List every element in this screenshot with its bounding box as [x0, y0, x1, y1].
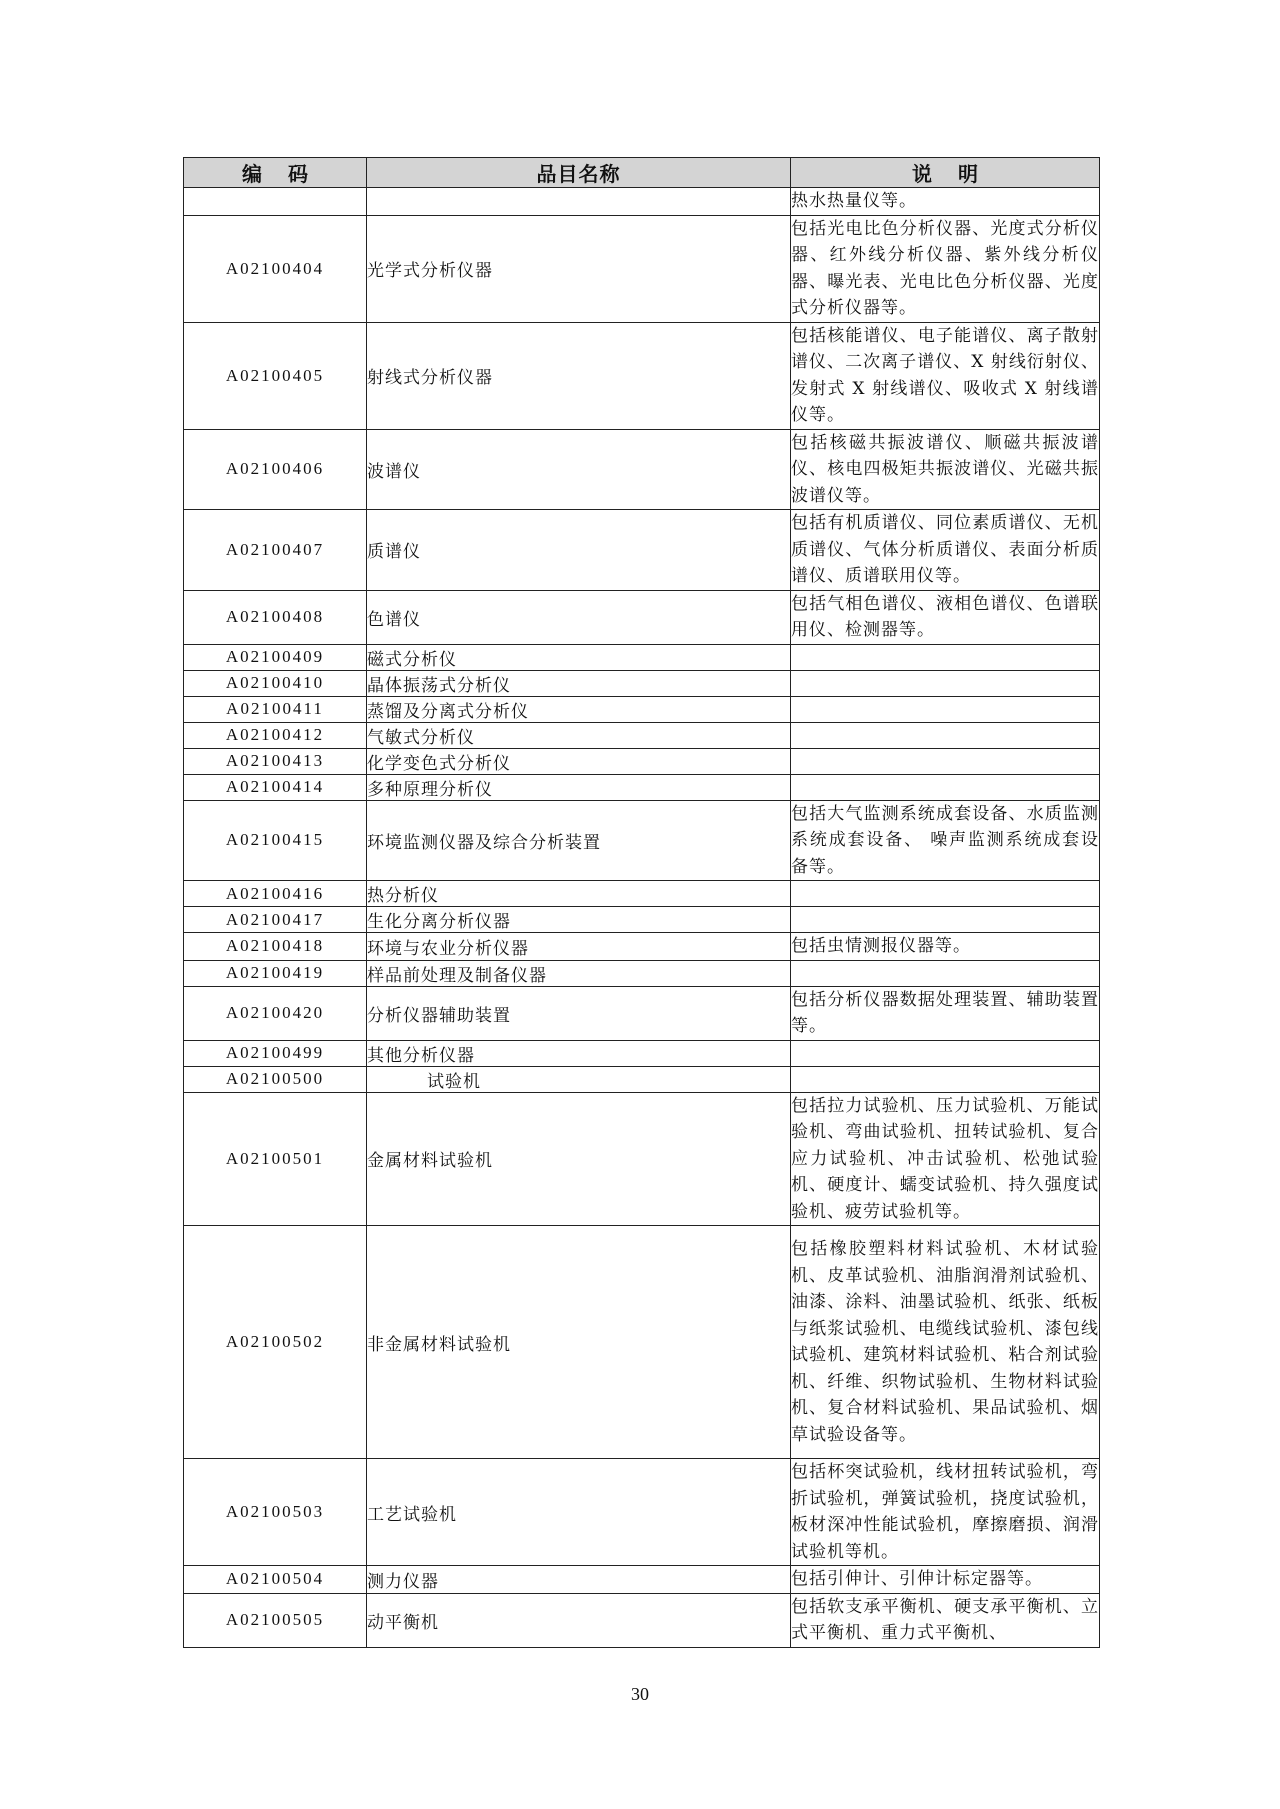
code-cell: A02100420 — [184, 986, 367, 1040]
name-cell: 蒸馏及分离式分析仪 — [367, 696, 791, 722]
code-cell: A02100501 — [184, 1092, 367, 1226]
desc-cell: 包括虫情测报仪器等。 — [791, 933, 1100, 961]
code-cell: A02100500 — [184, 1066, 367, 1092]
code-cell: A02100415 — [184, 800, 367, 881]
code-cell: A02100499 — [184, 1040, 367, 1066]
table-row — [184, 1226, 1100, 1459]
name-cell — [367, 188, 791, 216]
table-row — [184, 1459, 1100, 1566]
code-cell: A02100418 — [184, 933, 367, 961]
code-cell: A02100410 — [184, 670, 367, 696]
desc-cell: 包括核磁共振波谱仪、顺磁共振波谱仪、核电四极矩共振波谱仪、光磁共振波谱仪等。 — [791, 429, 1100, 510]
desc-cell: 包括拉力试验机、压力试验机、万能试验机、弯曲试验机、扭转试验机、复合应力试验机、冲击试验机、松弛试验机、硬度计、蠕变试验机、持久强度试验机、疲劳试验机等。 — [791, 1092, 1100, 1226]
table-row — [184, 644, 1100, 670]
table-row — [184, 748, 1100, 774]
desc-cell — [791, 696, 1100, 722]
name-cell: 测力仪器 — [367, 1566, 791, 1594]
code-cell: A02100417 — [184, 907, 367, 933]
desc-cell — [791, 960, 1100, 986]
table-row — [184, 986, 1100, 1040]
name-cell: 分析仪器辅助装置 — [367, 986, 791, 1040]
code-cell: A02100503 — [184, 1459, 367, 1566]
name-cell: 非金属材料试验机 — [367, 1226, 791, 1459]
desc-cell: 包括橡胶塑料材料试验机、木材试验机、皮革试验机、油脂润滑剂试验机、油漆、涂料、油墨试验机、纸张、纸板与纸浆试验机、电缆线试验机、漆包线试验机、建筑材料试验机、粘合剂试验机、纤维、织物试验机、生物材料试验机、复合材料试验机、果品试验机、烟草试验设备等。 — [791, 1226, 1100, 1459]
code-cell: A02100405 — [184, 322, 367, 429]
desc-cell — [791, 748, 1100, 774]
table-row — [184, 907, 1100, 933]
desc-cell: 包括杯突试验机，线材扭转试验机，弯折试验机，弹簧试验机，挠度试验机，板材深冲性能试验机，摩擦磨损、润滑试验机等机。 — [791, 1459, 1100, 1566]
desc-cell — [791, 722, 1100, 748]
code-cell: A02100505 — [184, 1593, 367, 1647]
desc-cell — [791, 1066, 1100, 1092]
table-row — [184, 960, 1100, 986]
desc-cell: 热水热量仪等。 — [791, 188, 1100, 216]
code-cell: A02100416 — [184, 881, 367, 907]
table-row — [184, 215, 1100, 322]
code-cell: A02100411 — [184, 696, 367, 722]
desc-cell — [791, 881, 1100, 907]
desc-cell: 包括引伸计、引伸计标定器等。 — [791, 1566, 1100, 1594]
name-cell: 热分析仪 — [367, 881, 791, 907]
table-row — [184, 322, 1100, 429]
code-cell: A02100412 — [184, 722, 367, 748]
table-row — [184, 510, 1100, 591]
name-cell: 工艺试验机 — [367, 1459, 791, 1566]
table-row — [184, 696, 1100, 722]
name-cell: 环境与农业分析仪器 — [367, 933, 791, 961]
table-header-row — [184, 158, 1100, 188]
header-name: 品目名称 — [367, 158, 791, 188]
table-row — [184, 590, 1100, 644]
name-cell: 金属材料试验机 — [367, 1092, 791, 1226]
name-cell: 试验机 — [367, 1066, 791, 1092]
table-row — [184, 774, 1100, 800]
table-row — [184, 1593, 1100, 1647]
desc-cell: 包括有机质谱仪、同位素质谱仪、无机质谱仪、气体分析质谱仪、表面分析质谱仪、质谱联用仪等。 — [791, 510, 1100, 591]
name-cell: 射线式分析仪器 — [367, 322, 791, 429]
table-row — [184, 1092, 1100, 1226]
name-cell: 多种原理分析仪 — [367, 774, 791, 800]
name-cell: 其他分析仪器 — [367, 1040, 791, 1066]
table-row — [184, 1566, 1100, 1594]
code-cell: A02100409 — [184, 644, 367, 670]
code-cell: A02100504 — [184, 1566, 367, 1594]
desc-cell: 包括大气监测系统成套设备、水质监测系统成套设备、 噪声监测系统成套设备等。 — [791, 800, 1100, 881]
table-row — [184, 188, 1100, 216]
desc-cell: 包括软支承平衡机、硬支承平衡机、立式平衡机、重力式平衡机、 — [791, 1593, 1100, 1647]
table-body — [184, 188, 1100, 1648]
name-cell: 样品前处理及制备仪器 — [367, 960, 791, 986]
code-cell: A02100408 — [184, 590, 367, 644]
name-cell: 气敏式分析仪 — [367, 722, 791, 748]
code-cell: A02100404 — [184, 215, 367, 322]
name-cell: 光学式分析仪器 — [367, 215, 791, 322]
name-cell: 色谱仪 — [367, 590, 791, 644]
page-number: 30 — [631, 1684, 649, 1704]
code-cell: A02100419 — [184, 960, 367, 986]
name-cell: 晶体振荡式分析仪 — [367, 670, 791, 696]
code-cell: A02100413 — [184, 748, 367, 774]
header-desc: 说明 — [791, 158, 1100, 188]
code-cell: A02100502 — [184, 1226, 367, 1459]
table-row — [184, 429, 1100, 510]
code-cell: A02100406 — [184, 429, 367, 510]
code-cell — [184, 188, 367, 216]
name-cell: 波谱仪 — [367, 429, 791, 510]
name-cell: 环境监测仪器及综合分析装置 — [367, 800, 791, 881]
desc-cell — [791, 907, 1100, 933]
desc-cell: 包括分析仪器数据处理装置、辅助装置等。 — [791, 986, 1100, 1040]
code-cell: A02100407 — [184, 510, 367, 591]
desc-cell — [791, 644, 1100, 670]
name-cell: 质谱仪 — [367, 510, 791, 591]
desc-cell — [791, 670, 1100, 696]
desc-cell — [791, 1040, 1100, 1066]
desc-cell: 包括核能谱仪、电子能谱仪、离子散射谱仪、二次离子谱仪、X 射线衍射仪、发射式 X 射线谱仪、吸收式 X 射线谱仪等。 — [791, 322, 1100, 429]
table-row — [184, 933, 1100, 961]
table-row — [184, 881, 1100, 907]
desc-cell: 包括光电比色分析仪器、光度式分析仪器、红外线分析仪器、紫外线分析仪器、曝光表、光电比色分析仪器、光度式分析仪器等。 — [791, 215, 1100, 322]
header-code: 编码 — [184, 158, 367, 188]
table-row — [184, 722, 1100, 748]
code-cell: A02100414 — [184, 774, 367, 800]
name-cell: 生化分离分析仪器 — [367, 907, 791, 933]
table-row — [184, 1040, 1100, 1066]
table-row — [184, 670, 1100, 696]
desc-cell: 包括气相色谱仪、液相色谱仪、色谱联用仪、检测器等。 — [791, 590, 1100, 644]
desc-cell — [791, 774, 1100, 800]
name-cell: 化学变色式分析仪 — [367, 748, 791, 774]
name-cell: 磁式分析仪 — [367, 644, 791, 670]
table-row — [184, 1066, 1100, 1092]
catalog-table — [183, 157, 1100, 1648]
name-cell: 动平衡机 — [367, 1593, 791, 1647]
table-row — [184, 800, 1100, 881]
